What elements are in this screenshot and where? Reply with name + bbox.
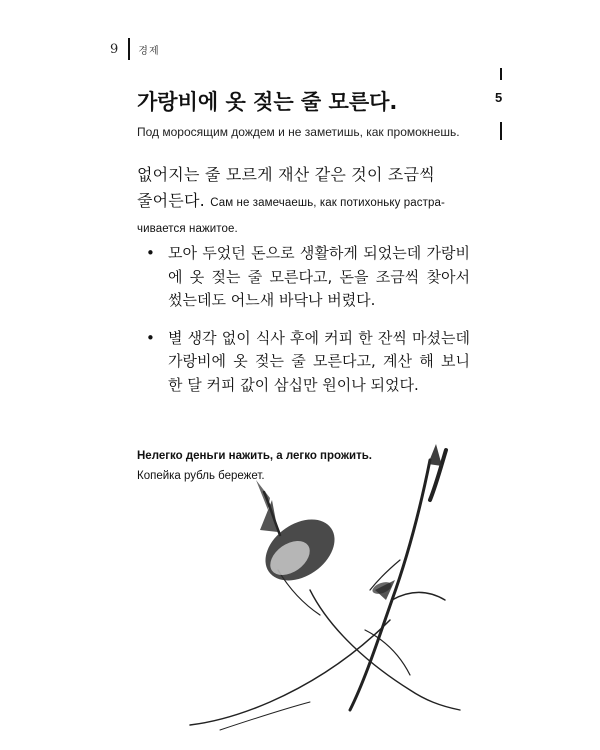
page-number: 9 <box>110 41 119 57</box>
chapter-tab <box>494 68 510 140</box>
example-list <box>140 242 470 411</box>
example-item <box>140 327 470 398</box>
example-item <box>140 242 470 313</box>
proverb-meaning <box>137 162 467 242</box>
entry-number: 5 <box>495 90 503 105</box>
tab-bar-top <box>500 68 502 80</box>
meaning-korean-end: 줄어든다. <box>137 191 205 210</box>
header-divider <box>128 38 130 60</box>
example-text: 모아 두었던 돈으로 생활하게 되었는데 가랑비에 옷 젖는 줄 모른다고, 돈을 조금씩 찾아서 썼는데도 어느새 바닥나 버렸다. <box>168 244 470 309</box>
meaning-line-2 <box>137 188 467 216</box>
bullet-icon: • <box>146 328 155 347</box>
page-header <box>110 38 160 60</box>
equivalent-proverb-1: Нелегко деньги нажить, а легко прожить. <box>137 450 373 462</box>
section-name: 경제 <box>138 45 160 57</box>
bullet-icon: • <box>146 244 155 262</box>
example-text: 별 생각 없이 식사 후에 커피 한 잔씩 마셨는데 가랑비에 옷 젖는 줄 모른다고, 계산 해 보니 한 달 커피 값이 삼십만 원이나 되었다. <box>168 328 470 394</box>
tab-bar-bottom <box>500 122 502 140</box>
proverb-title: 가랑비에 옷 젖는 줄 모른다. <box>137 90 398 114</box>
meaning-russian-end: чивается нажитое. <box>137 223 238 235</box>
proverb-translation: Под моросящим дождем и не заметишь, как промокнешь. <box>137 125 460 139</box>
morning-glory-ink-illustration <box>160 440 490 740</box>
equivalent-proverb-2: Копейка рубль бережет. <box>137 470 265 482</box>
meaning-line-1: 없어지는 줄 모르게 재산 같은 것이 조금씩 <box>137 165 435 184</box>
meaning-russian-start: Сам не замечаешь, как потихоньку растра- <box>210 197 445 209</box>
